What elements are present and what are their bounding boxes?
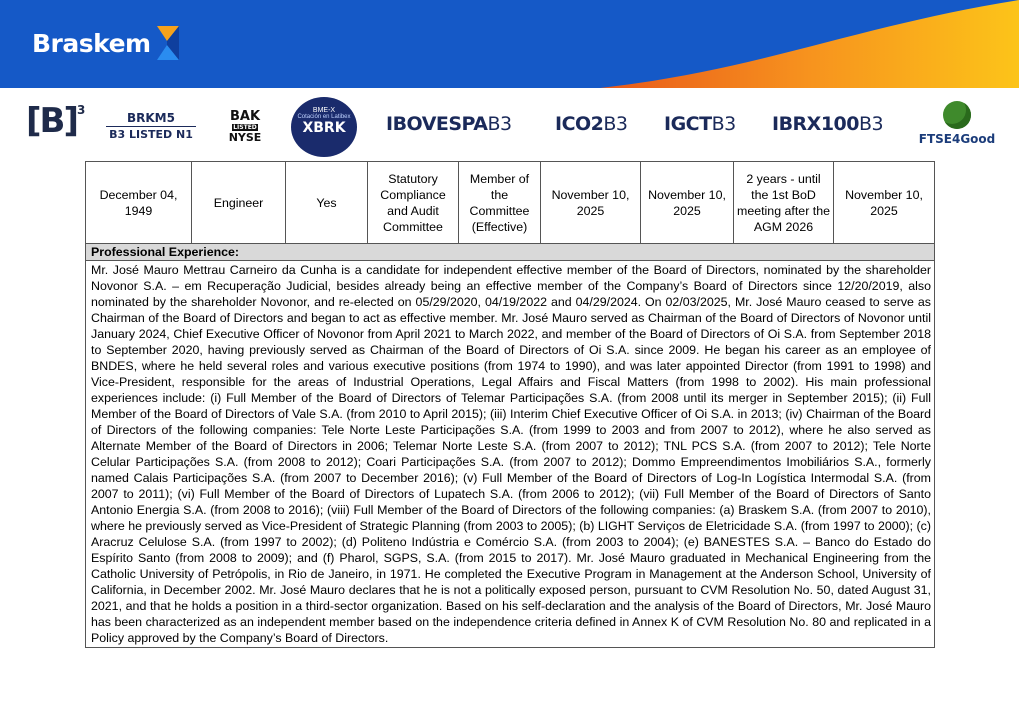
- b3-logo: $[B]^3$: [26, 101, 84, 141]
- header-banner: [0, 0, 1019, 88]
- globe-icon: [943, 101, 971, 129]
- ftse4good-logo: FTSE4Good: [917, 101, 997, 146]
- brkm5-logo: BRKM5 B3 LISTED N1: [106, 111, 196, 141]
- investiture-date-cell: November 10, 2025: [641, 162, 734, 244]
- birth-date-cell: December 04, 1949: [86, 162, 192, 244]
- independent-cell: Yes: [286, 162, 368, 244]
- ibrx100-logo: IBRX100B3: [772, 113, 884, 135]
- table-row: [86, 162, 935, 244]
- position-cell: Member of the Committee (Effective): [459, 162, 541, 244]
- xbrk-latibex-logo: BME-X Cotación en Latibex XBRK: [291, 97, 357, 157]
- braskem-mark-icon: [155, 24, 181, 62]
- experience-heading: Professional Experience:: [86, 244, 935, 261]
- election-date-cell: November 10, 2025: [541, 162, 641, 244]
- braskem-logo[interactable]: [32, 24, 181, 62]
- experience-text: Mr. José Mauro Mettrau Carneiro da Cunha is a candidate for independent effective member of the Board of Directors, nominated by the shareholder Novonor S.A. – em Recuperação Judicial, besides already being an effective member of the Company’s Board of Directors since 12/20/2019, also nominated by the shareholder Novonor, and re-elected on 05/29/2020, 04/19/2022 and 04/29/2024. On 02/03/2025, Mr. José Mauro ceased to serve as Chairman of the Board of Directors and began to act as effective member. Mr. José Mauro served as Chairman of the Board of Directors of Novonor until January 2024, Chief Executive Officer of Novonor from April 2021 to March 2022, and member of the Board of Directors of Oi S.A. from September 2018 to September 2020, having previously served as Chairman of the Board of Directors of Oi S.A. since 2009. He began his career as an employee of BNDES, where he held several roles and various executive positions (from 1974 to 1990), and was later appointed Director (from 1991 to 1998) and Vice-President, responsible for the areas of Industrial Operations, Legal Affairs and Fiscal Matters (from 1998 to 2002). His main professional experiences include: (i) Full Member of the Board of Directors of Telemar Participações S.A. (from 2008 until its merger in September 2015); (ii) Full Member of the Board of Directors of Vale S.A. (from 2010 to April 2015); (iii) Interim Chief Executive Officer of Oi S.A. in 2013; (iv) Chairman of the Board of Directors of the following companies: Tele Norte Leste Participações S.A. (from 1999 to 2003 and from 2007 to 2012), where he also served as Alternate Member of the Board of Directors in 2006; Telemar Norte Leste S.A. (from 2007 to 2012); TNL PCS S.A. (from 2007 to 2012); Tele Norte Celular Participações S.A. (from 2008 to 2012); Coari Participações S.A. (from 2007 to 2012); Dommo Empreendimentos Imobiliários S.A., formerly named Calais Participações S.A. (from 2007 to December 2016); (v) Full Member of the Board of Directors of Log-In Logística Intermodal S.A. (from 2007 to 2011); (vi) Full Member of the Board of Directors of Lupatech S.A. (from 2006 to 2012); (vii) Full Member of the Board of Directors of Santo Antonio Energia S.A. (from 2008 to 2016); (viii) Full Member of the Board of Directors of the following companies: (a) Braskem S.A. (from 2007 to 2010), where he previously served as Vice-President of Strategic Planning (from 2003 to 2005); (b) LIGHT Serviços de Eletricidade S.A. (from 1997 to 2000); (c) Aracruz Celulose S.A. (from 1997 to 2002); (d) Politeno Indústria e Comércio S.A. (from 2003 to 2004); (e) BANESTES S.A. – Banco do Estado do Espírito Santo (from 2008 to 2009); and (f) Pharol, SGPS, S.A. (from 2015 to 2017). Mr. José Mauro graduated in Mechanical Engineering from the Catholic University of Petrópolis, in Rio de Janeiro, in 1971. He completed the Executive Program in Management at the Anderson School, University of California, in December 2002. Mr. José Mauro declares that he is not a politically exposed person, pursuant to CVM Resolution No. 50, dated August 31, 2021, and that he holds a position in a third-sector organization. Based on his self-declaration and the analysis of the Board of Directors, Mr. José Mauro has been characterized as an independent member based on the independence criteria defined in Annex K of CVM Resolution No. 80 and replicated in a Policy approved by the Company’s Board of Directors.: [86, 261, 935, 648]
- nyse-bak-logo: BAK LISTED NYSE: [228, 109, 262, 144]
- ibovespa-logo: IBOVESPAB3: [386, 113, 512, 135]
- igct-logo: IGCTB3: [664, 113, 736, 135]
- profession-cell: Engineer: [192, 162, 286, 244]
- experience-heading-row: [86, 244, 935, 261]
- start-date-cell: November 10, 2025: [834, 162, 935, 244]
- listing-logos: [0, 95, 1019, 157]
- ico2-logo: ICO2B3: [555, 113, 628, 135]
- committee-cell: Statutory Compliance and Audit Committee: [368, 162, 459, 244]
- brand-name: Braskem: [32, 28, 151, 58]
- candidate-table: [85, 161, 935, 648]
- experience-body-row: [86, 261, 935, 648]
- term-cell: 2 years - until the 1st BoD meeting after the AGM 2026: [734, 162, 834, 244]
